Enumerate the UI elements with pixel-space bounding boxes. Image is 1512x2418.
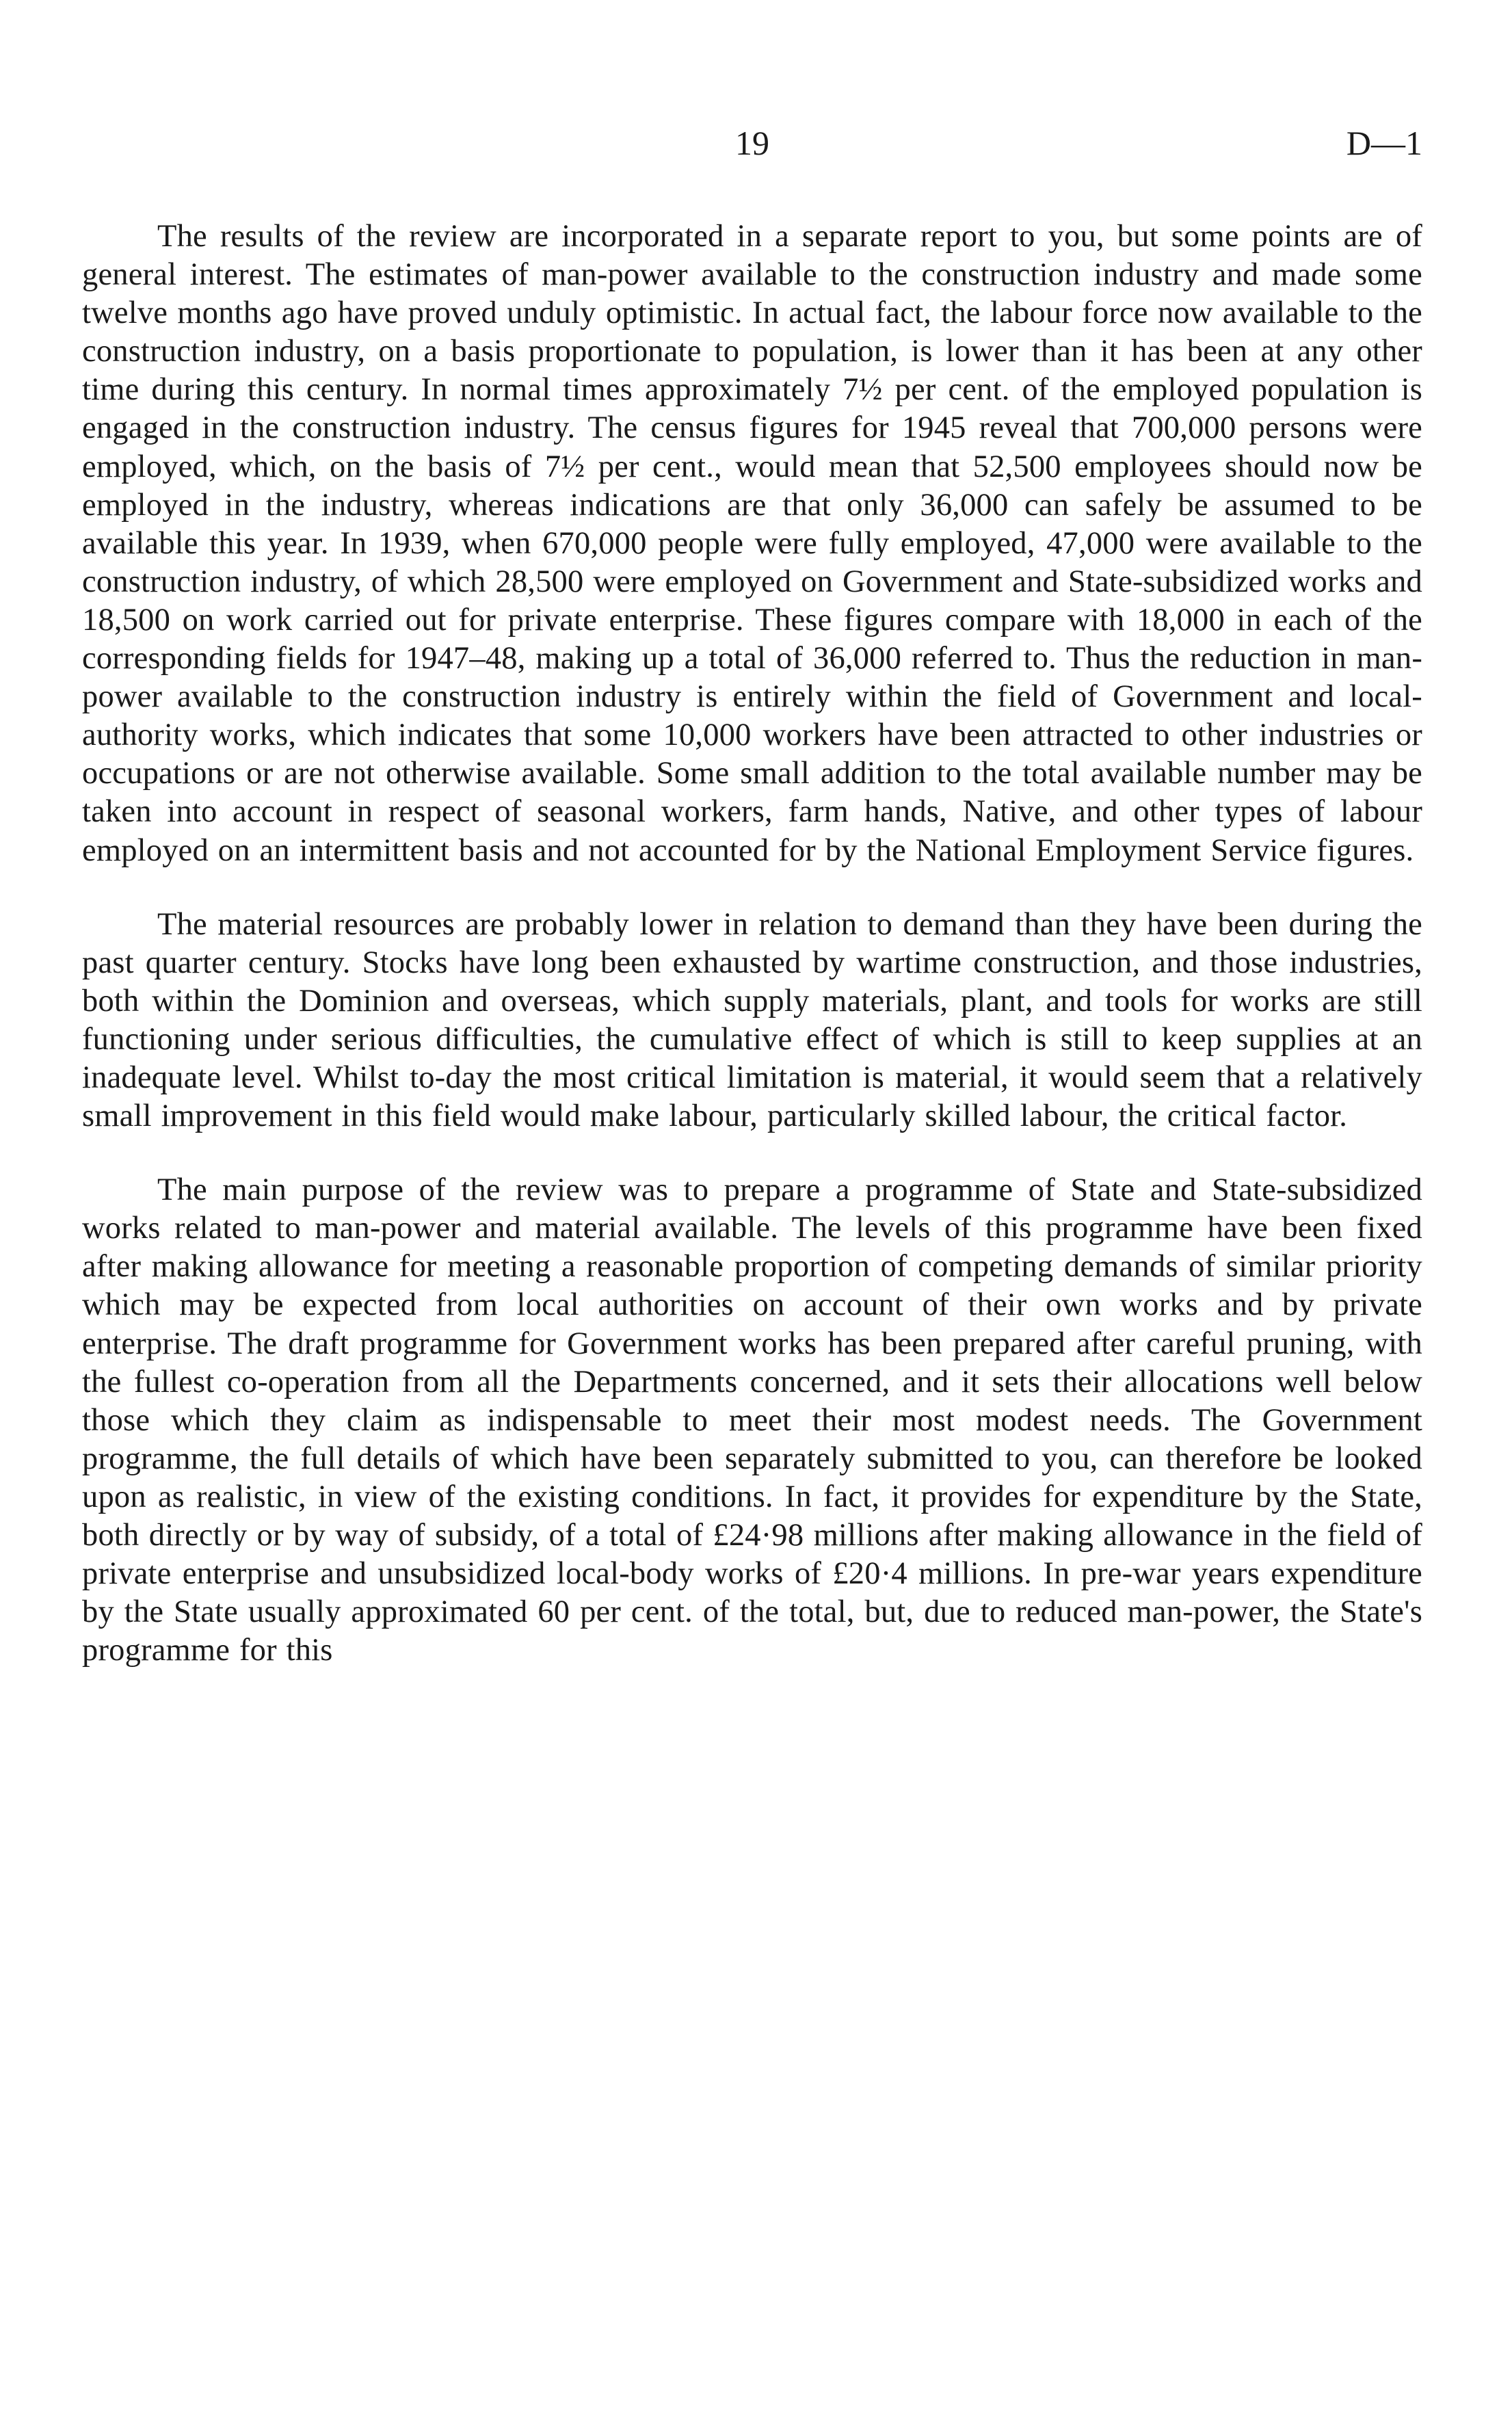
paragraph-labour-review: The results of the review are incorporated in a separate report to you, but some points are of general interest. The estimates of man-power available to the construction industry and made some twelve months ago have proved unduly optimistic. In actual fact, the labour force now available to the construction industry, on a basis proportionate to population, is lower than it has been at any other time during this century. In normal times approximately 7½ per cent. of the employed population is engaged in the construction industry. The census figures for 1945 reveal that 700,000 persons were employed, which, on the basis of 7½ per cent., would mean that 52,500 employees should now be employed in the industry, whereas indications are that only 36,000 can safely be assumed to be available this year. In 1939, when 670,000 people were fully employed, 47,000 were available to the construction industry, of which 28,500 were employed on Government and State-subsidized works and 18,500 on work carried out for private enterprise. These figures compare with 18,000 in each of the corresponding fields for 1947–48, making up a total of 36,000 referred to. Thus the reduction in man-power available to the construction industry is entirely within the field of Government and local-authority works, which indicates that some 10,000 workers have been attracted to other industries or occupations or are not otherwise available. Some small addition to the total available number may be taken into account in respect of seasonal workers, farm hands, Native, and other types of labour employed on an intermittent basis and not accounted for by the National Employment Service figures.	[82, 219, 1422, 868]
body-text	[82, 218, 1422, 1670]
page-number: 19	[735, 124, 769, 162]
document-reference: D—1	[1346, 124, 1422, 162]
page-header	[82, 123, 1422, 171]
paragraph-material-resources: The material resources are probably lower in relation to demand than they have been during the past quarter century. Stocks have long been exhausted by wartime construction, and those industries, both within the Dominion and overseas, which supply materials, plant, and tools for works are still functioning under serious difficulties, the cumulative effect of which is still to keep supplies at an inadequate level. Whilst to-day the most critical limitation is material, it would seem that a relatively small improvement in this field would make labour, particularly skilled labour, the critical factor.	[82, 906, 1422, 1134]
paragraph-works-programme: The main purpose of the review was to prepare a programme of State and State-subsidized works related to man-power and material available. The levels of this programme have been fixed after making allowance for meeting a reasonable proportion of competing demands of similar priority which may be expected from local authorities on account of their own works and by private enterprise. The draft programme for Government works has been prepared after careful pruning, with the fullest co-operation from all the Departments concerned, and it sets their allocations well below those which they claim as indispensable to meet their most modest needs. The Government programme, the full details of which have been separately submitted to you, can therefore be looked upon as realistic, in view of the existing conditions. In fact, it provides for expenditure by the State, both directly or by way of subsidy, of a total of £24·98 millions after making allowance in the field of private enterprise and unsubsidized local-body works of £20·4 millions. In pre-war years expenditure by the State usually approximated 60 per cent. of the total, but, due to reduced man-power, the State's programme for this	[82, 1172, 1422, 1668]
